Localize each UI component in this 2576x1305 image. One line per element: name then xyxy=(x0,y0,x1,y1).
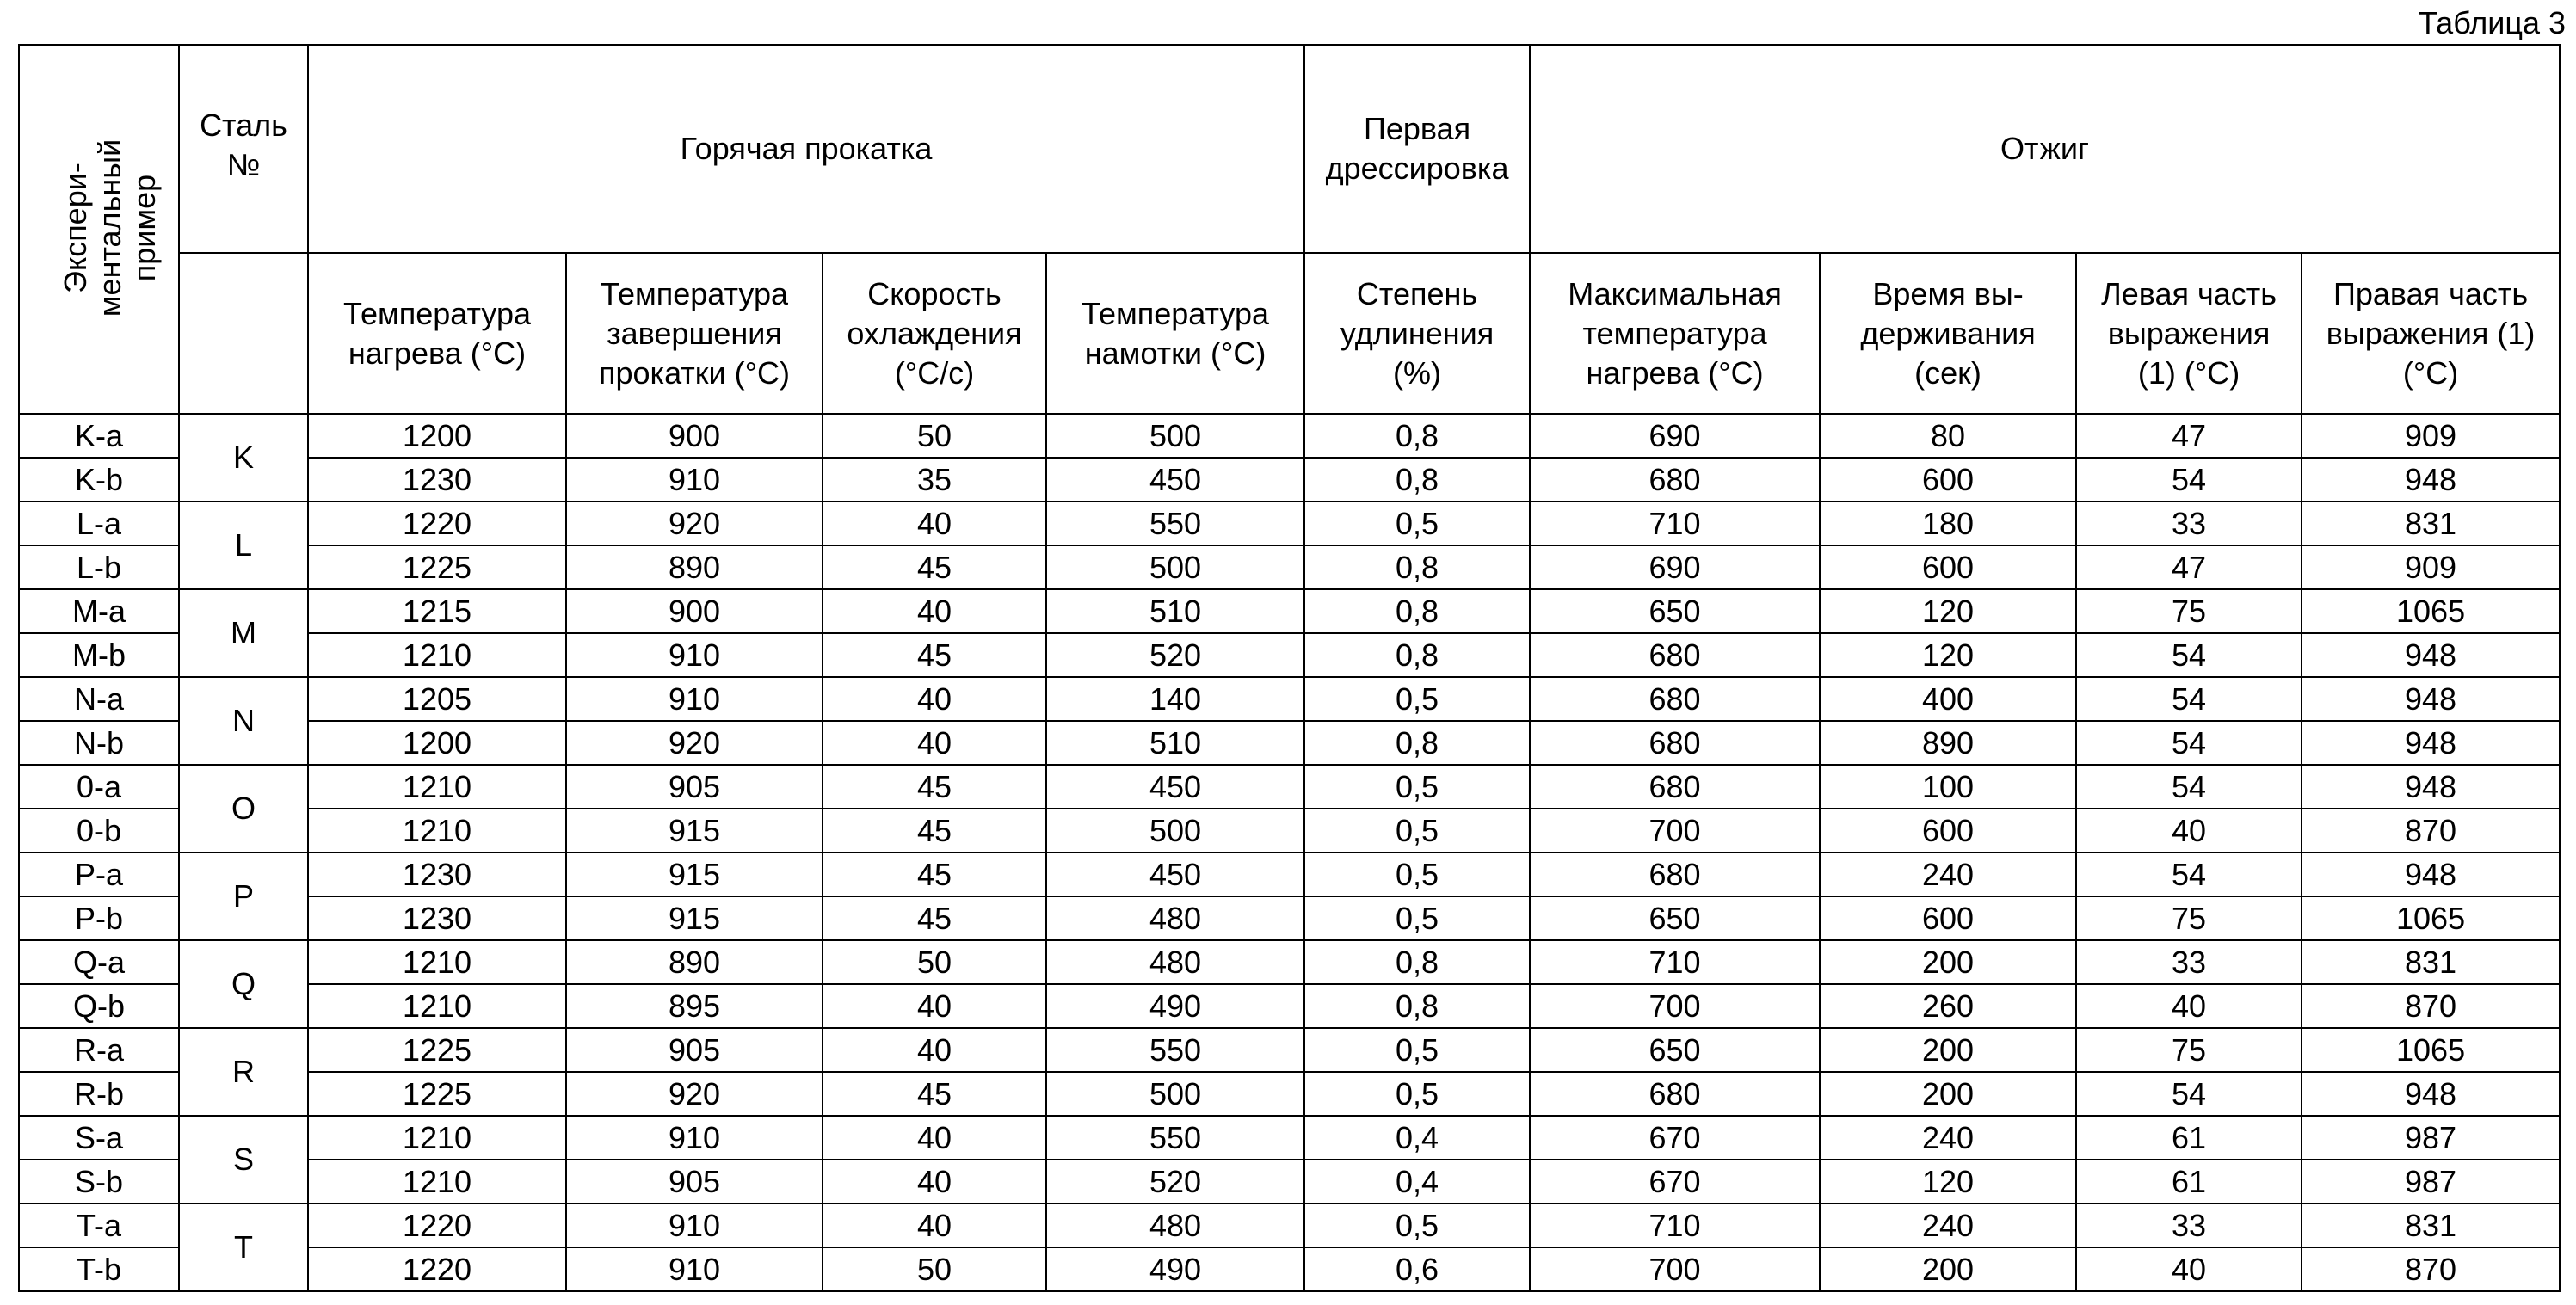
header-example-label: Экспери- ментальный пример xyxy=(58,139,163,317)
value-cell: 40 xyxy=(2076,809,2302,853)
column-header-line: прокатки (°C) xyxy=(598,354,791,391)
value-cell: 890 xyxy=(566,545,823,589)
header-steel-line2: № xyxy=(226,147,261,182)
value-cell: 1220 xyxy=(308,1203,566,1247)
value-cell: 480 xyxy=(1046,1203,1304,1247)
header-steel-blank xyxy=(179,253,308,414)
value-cell: 240 xyxy=(1820,1116,2076,1160)
data-table xyxy=(18,44,2561,1292)
value-cell: 54 xyxy=(2076,677,2302,721)
value-cell: 831 xyxy=(2302,1203,2560,1247)
column-header-line: охлаждения xyxy=(847,315,1022,351)
value-cell: 0,5 xyxy=(1304,677,1530,721)
value-cell: 0,8 xyxy=(1304,940,1530,984)
table-row xyxy=(19,940,2560,984)
value-cell: 948 xyxy=(2302,458,2560,502)
value-cell: 870 xyxy=(2302,809,2560,853)
column-header-line: (1) (°C) xyxy=(2137,354,2240,391)
value-cell: 40 xyxy=(2076,1247,2302,1291)
example-id-cell: M-b xyxy=(19,633,179,677)
steel-cell: N xyxy=(179,677,308,765)
table-row xyxy=(19,633,2560,677)
example-id-cell: N-a xyxy=(19,677,179,721)
value-cell: 909 xyxy=(2302,414,2560,458)
table-row xyxy=(19,1028,2560,1072)
value-cell: 45 xyxy=(823,545,1046,589)
value-cell: 40 xyxy=(823,721,1046,765)
value-cell: 948 xyxy=(2302,633,2560,677)
value-cell: 50 xyxy=(823,1247,1046,1291)
value-cell: 240 xyxy=(1820,853,2076,896)
value-cell: 61 xyxy=(2076,1116,2302,1160)
column-header-line: нагрева (°C) xyxy=(1586,354,1764,391)
value-cell: 680 xyxy=(1530,677,1820,721)
table-row xyxy=(19,677,2560,721)
value-cell: 987 xyxy=(2302,1160,2560,1203)
column-header-line: Левая часть xyxy=(2101,275,2277,311)
value-cell: 650 xyxy=(1530,1028,1820,1072)
value-cell: 1220 xyxy=(308,502,566,545)
value-cell: 870 xyxy=(2302,984,2560,1028)
header-steel xyxy=(179,45,308,253)
example-id-cell: K-a xyxy=(19,414,179,458)
value-cell: 47 xyxy=(2076,545,2302,589)
value-cell: 0,5 xyxy=(1304,1203,1530,1247)
value-cell: 0,5 xyxy=(1304,896,1530,940)
header-row-columns xyxy=(19,253,2560,414)
value-cell: 450 xyxy=(1046,458,1304,502)
column-header-line: выражения (1) xyxy=(2326,315,2536,351)
value-cell: 520 xyxy=(1046,633,1304,677)
column-header-line: Температура xyxy=(600,275,789,311)
column-header xyxy=(1530,253,1820,414)
example-id-cell: M-a xyxy=(19,589,179,633)
steel-cell: Q xyxy=(179,940,308,1028)
value-cell: 915 xyxy=(566,809,823,853)
value-cell: 0,5 xyxy=(1304,1072,1530,1116)
header-example xyxy=(19,45,179,414)
steel-cell: O xyxy=(179,765,308,853)
value-cell: 905 xyxy=(566,1028,823,1072)
example-id-cell: T-a xyxy=(19,1203,179,1247)
value-cell: 710 xyxy=(1530,1203,1820,1247)
header-hot-rolling: Горячая прокатка xyxy=(308,45,1304,253)
value-cell: 0,8 xyxy=(1304,458,1530,502)
value-cell: 0,8 xyxy=(1304,545,1530,589)
value-cell: 260 xyxy=(1820,984,2076,1028)
column-header-line: Правая часть xyxy=(2333,275,2529,311)
value-cell: 1210 xyxy=(308,1160,566,1203)
value-cell: 987 xyxy=(2302,1116,2560,1160)
example-id-cell: Q-b xyxy=(19,984,179,1028)
value-cell: 600 xyxy=(1820,458,2076,502)
column-header xyxy=(1046,253,1304,414)
column-header-line: (°C) xyxy=(2402,354,2459,391)
table-row xyxy=(19,809,2560,853)
value-cell: 500 xyxy=(1046,809,1304,853)
value-cell: 920 xyxy=(566,721,823,765)
value-cell: 40 xyxy=(823,1028,1046,1072)
value-cell: 47 xyxy=(2076,414,2302,458)
value-cell: 650 xyxy=(1530,589,1820,633)
value-cell: 831 xyxy=(2302,940,2560,984)
value-cell: 831 xyxy=(2302,502,2560,545)
steel-cell: T xyxy=(179,1203,308,1291)
value-cell: 895 xyxy=(566,984,823,1028)
value-cell: 680 xyxy=(1530,853,1820,896)
value-cell: 450 xyxy=(1046,765,1304,809)
value-cell: 910 xyxy=(566,458,823,502)
value-cell: 490 xyxy=(1046,984,1304,1028)
table-caption: Таблица 3 xyxy=(2418,5,2566,40)
value-cell: 600 xyxy=(1820,545,2076,589)
steel-cell: L xyxy=(179,502,308,589)
header-steel-line1: Сталь xyxy=(200,108,287,143)
value-cell: 40 xyxy=(823,589,1046,633)
table-row xyxy=(19,414,2560,458)
value-cell: 690 xyxy=(1530,414,1820,458)
value-cell: 75 xyxy=(2076,896,2302,940)
value-cell: 45 xyxy=(823,765,1046,809)
table-row xyxy=(19,1116,2560,1160)
column-header-line: Температура xyxy=(1082,295,1270,331)
example-id-cell: 0-b xyxy=(19,809,179,853)
column-header-line: Максимальная xyxy=(1568,275,1782,311)
value-cell: 480 xyxy=(1046,940,1304,984)
value-cell: 0,8 xyxy=(1304,721,1530,765)
table-row xyxy=(19,984,2560,1028)
column-header-line: держивания xyxy=(1860,315,2036,351)
value-cell: 500 xyxy=(1046,1072,1304,1116)
value-cell: 40 xyxy=(823,1116,1046,1160)
value-cell: 100 xyxy=(1820,765,2076,809)
value-cell: 948 xyxy=(2302,677,2560,721)
value-cell: 510 xyxy=(1046,589,1304,633)
column-header-line: выражения xyxy=(2107,315,2271,351)
value-cell: 1065 xyxy=(2302,1028,2560,1072)
steel-cell: K xyxy=(179,414,308,502)
column-header-line: удлинения xyxy=(1340,315,1494,351)
value-cell: 61 xyxy=(2076,1160,2302,1203)
steel-cell: S xyxy=(179,1116,308,1203)
value-cell: 550 xyxy=(1046,502,1304,545)
value-cell: 920 xyxy=(566,1072,823,1116)
value-cell: 600 xyxy=(1820,809,2076,853)
column-header xyxy=(1304,253,1530,414)
table-row xyxy=(19,458,2560,502)
table-row xyxy=(19,1203,2560,1247)
value-cell: 1220 xyxy=(308,1247,566,1291)
value-cell: 900 xyxy=(566,589,823,633)
value-cell: 1065 xyxy=(2302,589,2560,633)
value-cell: 550 xyxy=(1046,1028,1304,1072)
example-id-cell: T-b xyxy=(19,1247,179,1291)
value-cell: 910 xyxy=(566,677,823,721)
value-cell: 1200 xyxy=(308,414,566,458)
column-header-line: (%) xyxy=(1393,354,1442,391)
column-header-line: Время вы- xyxy=(1872,275,2024,311)
value-cell: 1210 xyxy=(308,765,566,809)
column-header xyxy=(2302,253,2560,414)
value-cell: 520 xyxy=(1046,1160,1304,1203)
value-cell: 910 xyxy=(566,1116,823,1160)
value-cell: 40 xyxy=(823,1203,1046,1247)
header-first-temper xyxy=(1304,45,1530,253)
value-cell: 680 xyxy=(1530,765,1820,809)
value-cell: 40 xyxy=(2076,984,2302,1028)
value-cell: 680 xyxy=(1530,721,1820,765)
value-cell: 890 xyxy=(566,940,823,984)
value-cell: 75 xyxy=(2076,1028,2302,1072)
value-cell: 200 xyxy=(1820,1247,2076,1291)
value-cell: 948 xyxy=(2302,765,2560,809)
value-cell: 910 xyxy=(566,1247,823,1291)
value-cell: 1230 xyxy=(308,853,566,896)
example-id-cell: R-a xyxy=(19,1028,179,1072)
value-cell: 400 xyxy=(1820,677,2076,721)
value-cell: 180 xyxy=(1820,502,2076,545)
value-cell: 1065 xyxy=(2302,896,2560,940)
header-first-temper-line1: Первая xyxy=(1363,111,1471,146)
value-cell: 54 xyxy=(2076,721,2302,765)
column-header-line: намотки (°C) xyxy=(1084,335,1266,371)
steel-cell: R xyxy=(179,1028,308,1116)
table-row xyxy=(19,1247,2560,1291)
steel-cell: M xyxy=(179,589,308,677)
column-header-line: Степень xyxy=(1356,275,1478,311)
value-cell: 50 xyxy=(823,414,1046,458)
value-cell: 680 xyxy=(1530,458,1820,502)
column-header-line: Скорость xyxy=(867,275,1001,311)
value-cell: 1210 xyxy=(308,809,566,853)
value-cell: 900 xyxy=(566,414,823,458)
value-cell: 120 xyxy=(1820,589,2076,633)
value-cell: 480 xyxy=(1046,896,1304,940)
value-cell: 870 xyxy=(2302,1247,2560,1291)
table-row xyxy=(19,765,2560,809)
value-cell: 33 xyxy=(2076,940,2302,984)
value-cell: 50 xyxy=(823,940,1046,984)
value-cell: 0,5 xyxy=(1304,765,1530,809)
table-row xyxy=(19,853,2560,896)
value-cell: 1200 xyxy=(308,721,566,765)
column-header xyxy=(566,253,823,414)
example-id-cell: S-a xyxy=(19,1116,179,1160)
value-cell: 500 xyxy=(1046,414,1304,458)
column-header-line: нагрева (°C) xyxy=(348,335,527,371)
table-row xyxy=(19,721,2560,765)
value-cell: 54 xyxy=(2076,633,2302,677)
table-row xyxy=(19,1160,2560,1203)
value-cell: 45 xyxy=(823,853,1046,896)
example-id-cell: K-b xyxy=(19,458,179,502)
value-cell: 915 xyxy=(566,896,823,940)
value-cell: 910 xyxy=(566,1203,823,1247)
value-cell: 1230 xyxy=(308,896,566,940)
value-cell: 710 xyxy=(1530,502,1820,545)
value-cell: 120 xyxy=(1820,1160,2076,1203)
value-cell: 909 xyxy=(2302,545,2560,589)
value-cell: 680 xyxy=(1530,633,1820,677)
value-cell: 0,5 xyxy=(1304,809,1530,853)
example-id-cell: L-a xyxy=(19,502,179,545)
value-cell: 920 xyxy=(566,502,823,545)
value-cell: 1225 xyxy=(308,1072,566,1116)
value-cell: 0,5 xyxy=(1304,853,1530,896)
value-cell: 0,8 xyxy=(1304,414,1530,458)
value-cell: 948 xyxy=(2302,1072,2560,1116)
value-cell: 140 xyxy=(1046,677,1304,721)
table-row xyxy=(19,1072,2560,1116)
value-cell: 240 xyxy=(1820,1203,2076,1247)
value-cell: 710 xyxy=(1530,940,1820,984)
value-cell: 40 xyxy=(823,677,1046,721)
value-cell: 120 xyxy=(1820,633,2076,677)
value-cell: 1210 xyxy=(308,984,566,1028)
column-header-line: температура xyxy=(1582,315,1767,351)
header-annealing: Отжиг xyxy=(1530,45,2560,253)
column-header-line: (сек) xyxy=(1914,354,1981,391)
value-cell: 650 xyxy=(1530,896,1820,940)
value-cell: 0,4 xyxy=(1304,1116,1530,1160)
value-cell: 1210 xyxy=(308,940,566,984)
value-cell: 1225 xyxy=(308,545,566,589)
value-cell: 0,5 xyxy=(1304,502,1530,545)
value-cell: 54 xyxy=(2076,458,2302,502)
value-cell: 905 xyxy=(566,1160,823,1203)
column-header xyxy=(308,253,566,414)
value-cell: 1210 xyxy=(308,1116,566,1160)
value-cell: 40 xyxy=(823,1160,1046,1203)
example-id-cell: L-b xyxy=(19,545,179,589)
example-id-cell: N-b xyxy=(19,721,179,765)
value-cell: 1215 xyxy=(308,589,566,633)
steel-cell: P xyxy=(179,853,308,940)
value-cell: 450 xyxy=(1046,853,1304,896)
example-id-cell: R-b xyxy=(19,1072,179,1116)
value-cell: 910 xyxy=(566,633,823,677)
value-cell: 200 xyxy=(1820,940,2076,984)
value-cell: 33 xyxy=(2076,502,2302,545)
table-row xyxy=(19,502,2560,545)
value-cell: 0,8 xyxy=(1304,633,1530,677)
value-cell: 690 xyxy=(1530,545,1820,589)
example-id-cell: P-b xyxy=(19,896,179,940)
value-cell: 54 xyxy=(2076,853,2302,896)
example-id-cell: S-b xyxy=(19,1160,179,1203)
value-cell: 200 xyxy=(1820,1028,2076,1072)
value-cell: 500 xyxy=(1046,545,1304,589)
value-cell: 45 xyxy=(823,896,1046,940)
value-cell: 700 xyxy=(1530,809,1820,853)
value-cell: 680 xyxy=(1530,1072,1820,1116)
value-cell: 670 xyxy=(1530,1160,1820,1203)
value-cell: 45 xyxy=(823,633,1046,677)
column-header-line: завершения xyxy=(607,315,782,351)
table-row xyxy=(19,589,2560,633)
value-cell: 0,8 xyxy=(1304,984,1530,1028)
value-cell: 700 xyxy=(1530,984,1820,1028)
value-cell: 890 xyxy=(1820,721,2076,765)
example-id-cell: Q-a xyxy=(19,940,179,984)
value-cell: 670 xyxy=(1530,1116,1820,1160)
value-cell: 54 xyxy=(2076,765,2302,809)
value-cell: 80 xyxy=(1820,414,2076,458)
value-cell: 45 xyxy=(823,809,1046,853)
value-cell: 948 xyxy=(2302,853,2560,896)
value-cell: 948 xyxy=(2302,721,2560,765)
value-cell: 915 xyxy=(566,853,823,896)
value-cell: 1210 xyxy=(308,633,566,677)
value-cell: 0,4 xyxy=(1304,1160,1530,1203)
table-row xyxy=(19,545,2560,589)
column-header xyxy=(823,253,1046,414)
value-cell: 45 xyxy=(823,1072,1046,1116)
value-cell: 33 xyxy=(2076,1203,2302,1247)
column-header-line: (°C/c) xyxy=(894,354,975,391)
example-id-cell: P-a xyxy=(19,853,179,896)
table-row xyxy=(19,896,2560,940)
value-cell: 905 xyxy=(566,765,823,809)
value-cell: 550 xyxy=(1046,1116,1304,1160)
value-cell: 35 xyxy=(823,458,1046,502)
column-header xyxy=(2076,253,2302,414)
value-cell: 490 xyxy=(1046,1247,1304,1291)
value-cell: 1205 xyxy=(308,677,566,721)
value-cell: 1225 xyxy=(308,1028,566,1072)
value-cell: 0,8 xyxy=(1304,589,1530,633)
example-id-cell: 0-a xyxy=(19,765,179,809)
header-first-temper-line2: дрессировка xyxy=(1325,151,1509,186)
header-row-groups xyxy=(19,45,2560,253)
column-header-line: Температура xyxy=(342,295,532,331)
value-cell: 700 xyxy=(1530,1247,1820,1291)
value-cell: 40 xyxy=(823,502,1046,545)
value-cell: 1230 xyxy=(308,458,566,502)
value-cell: 0,6 xyxy=(1304,1247,1530,1291)
value-cell: 200 xyxy=(1820,1072,2076,1116)
value-cell: 600 xyxy=(1820,896,2076,940)
value-cell: 40 xyxy=(823,984,1046,1028)
value-cell: 75 xyxy=(2076,589,2302,633)
column-header xyxy=(1820,253,2076,414)
value-cell: 510 xyxy=(1046,721,1304,765)
value-cell: 0,5 xyxy=(1304,1028,1530,1072)
value-cell: 54 xyxy=(2076,1072,2302,1116)
